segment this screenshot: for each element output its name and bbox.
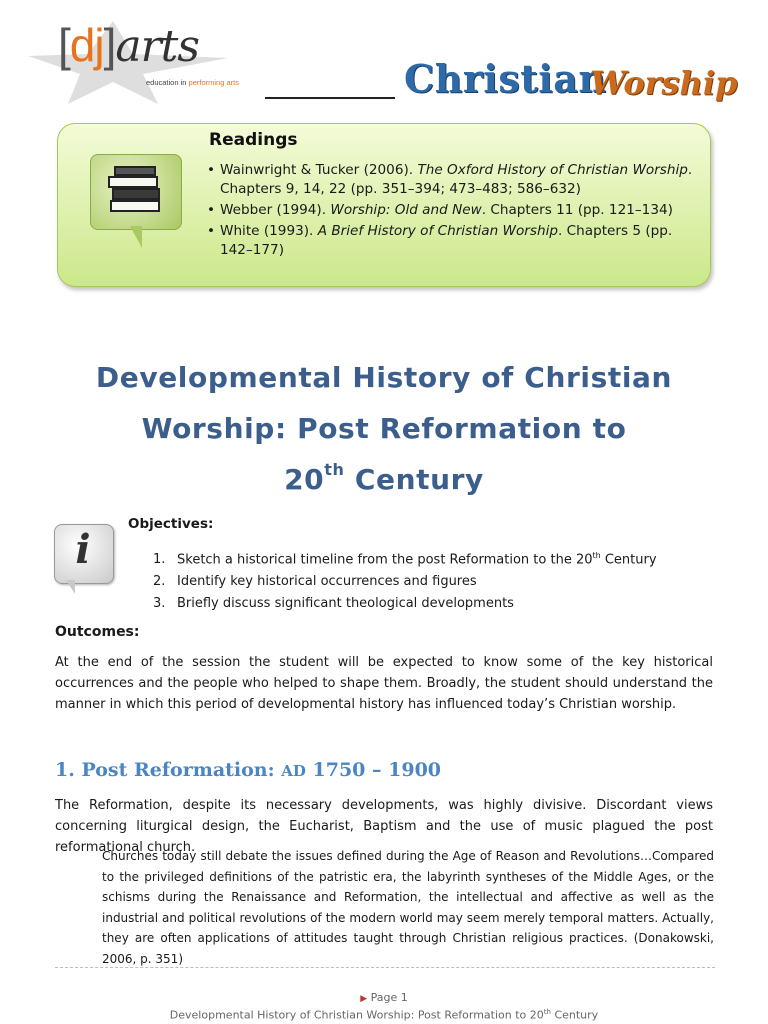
books-icon — [90, 154, 182, 230]
brand-worship: Worship — [590, 64, 738, 102]
books-icon-tail — [130, 226, 142, 248]
title-line-1: Developmental History of Christian — [95, 361, 673, 394]
objective-item: 1. Sketch a historical timeline from the post Reformation to the 20th Century — [153, 551, 657, 568]
header-rule — [265, 97, 395, 99]
triangle-right-icon: ▶ — [360, 994, 368, 1004]
readings-list — [207, 161, 707, 262]
reading-item: • Wainwright & Tucker (2006). The Oxford History of Christian Worship. Chapters 9, 14, 22 (pp. 351–394; 473–483; 586–632) — [207, 161, 707, 199]
logo: [dj]arts — [58, 19, 199, 72]
info-glyph-icon: i — [75, 526, 91, 573]
readings-title: Readings — [209, 130, 298, 150]
objectives-list — [153, 545, 713, 615]
objective-item: 3. Briefly discuss significant theological developments — [153, 596, 514, 612]
title-line-3: 20th Century — [284, 460, 484, 496]
info-icon-tail — [66, 580, 75, 594]
title-line-2: Worship: Post Reformation to — [141, 412, 627, 445]
block-quote: Churches today still debate the issues defined during the Age of Reason and Revolutions…Compared to the privileged definitions of the patristic era, the labyrinth syntheses of the Middle Ages, or the schisms during the Renaissance and Reformation, the intellectual and affective as well as the industrial and political revolutions of the modern world may seem merely temporal matters. Actually, they are often applications of attitudes taught through Christian religious practices. (Donakowski, 2006, p. 351) — [102, 849, 714, 966]
logo-tagline: education in performing arts — [146, 78, 239, 87]
footer-rule — [55, 967, 715, 968]
section-1-heading: 1. Post Reformation: AD 1750 – 1900 — [55, 759, 442, 781]
outcomes-title: Outcomes: — [55, 624, 140, 640]
footer-page-number: ▶ Page 1 — [360, 991, 408, 1004]
reading-item: • White (1993). A Brief History of Christian Worship. Chapters 5 (pp. 142–177) — [207, 222, 707, 260]
outcomes-paragraph: At the end of the session the student will be expected to know some of the key historical occurrences and the people who helped to shape them. Broadly, the student should understand the manner in which this period of developmental history has influenced today’s Christian worship. — [55, 655, 713, 712]
document-title — [40, 352, 728, 505]
objectives-title: Objectives: — [128, 516, 214, 532]
reading-item: • Webber (1994). Worship: Old and New. Chapters 11 (pp. 121–134) — [207, 201, 707, 220]
brand-christian: Christian — [404, 56, 607, 101]
section-1-paragraph: The Reformation, despite its necessary developments, was highly divisive. Discordant views concerning liturgical design, the Eucharist, Baptism and the use of music plagued the post reformational church. — [55, 798, 713, 855]
footer-title: Developmental History of Christian Worship: Post Reformation to 20th Century — [169, 1008, 599, 1022]
objective-item: 2. Identify key historical occurrences and figures — [153, 574, 477, 590]
